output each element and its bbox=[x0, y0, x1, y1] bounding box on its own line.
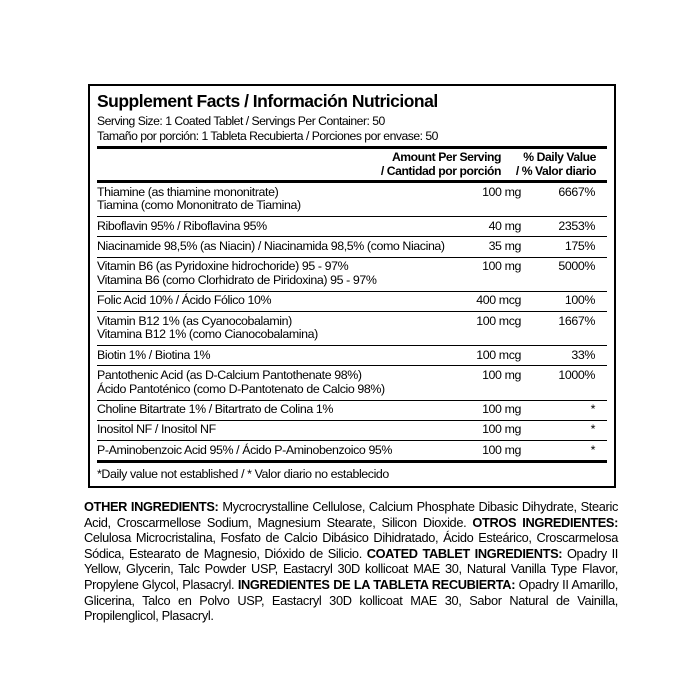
nutrient-amount: 100 mcg bbox=[476, 347, 521, 362]
nutrient-name bbox=[97, 369, 439, 397]
nutrient-name-en: Biotin 1% / Biotina 1% bbox=[97, 347, 211, 362]
column-headers bbox=[97, 149, 607, 180]
nutrient-daily-value: * bbox=[590, 422, 595, 437]
column-header-amount-en: Amount Per Serving bbox=[391, 150, 501, 164]
nutrient-name-en: Thiamine (as thiamine mononitrate) bbox=[97, 184, 279, 199]
nutrient-row-niacinamide bbox=[97, 236, 607, 256]
ingredients-paragraph bbox=[84, 499, 618, 624]
supplement-facts-table bbox=[88, 84, 616, 488]
coated-tablet-ingredients-text-en: Opadry II Yellow, Glycerin, Talc Powder USP, Eastacryl 30D kollicoat MAE 30, Natural Vanilla Type Flavor, Propylene Glycol, Plasacryl. bbox=[84, 545, 619, 592]
other-ingredients-label-es: OTROS INGREDIENTES: bbox=[472, 514, 618, 530]
nutrient-row-biotin bbox=[97, 345, 607, 365]
nutrient-name-en: Folic Acid 10% / Ácido Fólico 10% bbox=[97, 293, 272, 308]
nutrient-amount: 100 mg bbox=[482, 367, 521, 382]
nutrient-name bbox=[97, 220, 439, 234]
nutrient-amount: 100 mg bbox=[482, 402, 521, 417]
other-ingredients-text-en: Mycrocrystalline Cellulose, Calcium Phosphate Dibasic Dihydrate, Stearic Acid, Croscarmellose Sodium, Magnesium Stearate, Silicon Dioxide. bbox=[84, 498, 619, 530]
nutrient-daily-value: 175% bbox=[564, 238, 595, 253]
serving-size-line-en: Serving Size: 1 Coated Tablet / Servings Per Container: 50 bbox=[97, 114, 385, 128]
supplement-label bbox=[84, 84, 618, 624]
nutrient-name-en: Choline Bitartrate 1% / Bitartrato de Colina 1% bbox=[97, 402, 334, 417]
nutrient-name-en: P-Aminobenzoic Acid 95% / Ácido P-Aminobenzoico 95% bbox=[97, 442, 393, 457]
nutrient-row-p-aminobenzoic-acid bbox=[97, 440, 607, 460]
nutrient-row-pantothenic-acid bbox=[97, 365, 607, 399]
nutrient-daily-value: 1667% bbox=[558, 313, 595, 328]
coated-tablet-ingredients-label-en: COATED TABLET INGREDIENTS: bbox=[366, 545, 563, 561]
nutrient-row-folic-acid bbox=[97, 291, 607, 311]
coated-tablet-ingredients-label-es: INGREDIENTES DE LA TABLETA RECUBIERTA: bbox=[237, 576, 516, 592]
nutrient-amount: 40 mg bbox=[488, 218, 521, 233]
nutrient-daily-value: 33% bbox=[571, 347, 595, 362]
nutrient-name-en: Niacinamide 98,5% (as Niacin) / Niacinamida 98,5% (como Niacina) bbox=[97, 238, 445, 253]
nutrient-name bbox=[97, 349, 439, 363]
nutrient-name bbox=[97, 403, 439, 417]
nutrient-name-en: Riboflavin 95% / Riboflavina 95% bbox=[97, 218, 267, 233]
nutrient-amount: 100 mg bbox=[482, 184, 521, 199]
daily-value-footnote: *Daily value not established / * Valor diario no establecido bbox=[97, 460, 607, 486]
nutrient-daily-value: 1000% bbox=[558, 367, 595, 382]
nutrient-amount: 100 mg bbox=[482, 259, 521, 274]
nutrient-name-es: Ácido Pantoténico (como D-Pantotenato de Calcio 98%) bbox=[97, 381, 385, 396]
nutrient-name bbox=[97, 186, 439, 214]
facts-title: Supplement Facts / Información Nutricional bbox=[97, 91, 438, 111]
nutrient-row-vitamin-b12 bbox=[97, 311, 607, 345]
nutrient-name bbox=[97, 260, 439, 288]
nutrient-daily-value: 6667% bbox=[558, 184, 595, 199]
other-ingredients-text-es: Celulosa Microcristalina, Fosfato de Calcio Dibásico Dihidratado, Ácido Esteárico, Croscarmelosa Sódica, Estearato de Magnesio, Dióxido de Silicio. bbox=[84, 530, 618, 561]
serving-size-line-es: Tamaño por porción: 1 Tableta Recubierta / Porciones por envase: 50 bbox=[97, 128, 438, 143]
nutrient-daily-value: 2353% bbox=[558, 218, 595, 233]
nutrient-daily-value: 5000% bbox=[558, 259, 595, 274]
nutrient-row-thiamine bbox=[97, 183, 607, 216]
nutrient-row-inositol bbox=[97, 420, 607, 440]
nutrient-name bbox=[97, 315, 439, 343]
nutrient-name bbox=[97, 238, 445, 254]
other-ingredients-label-en: OTHER INGREDIENTS: bbox=[84, 498, 219, 514]
nutrient-amount: 100 mcg bbox=[476, 313, 521, 328]
nutrient-amount: 35 mg bbox=[488, 238, 521, 253]
nutrient-name-es: Vitamina B6 (como Clorhidrato de Piridoxina) 95 - 97% bbox=[97, 272, 377, 287]
nutrient-name-es: Vitamina B12 1% (como Cianocobalamina) bbox=[97, 327, 318, 342]
nutrient-row-riboflavin bbox=[97, 216, 607, 236]
nutrient-name-en: Inositol NF / Inositol NF bbox=[97, 422, 216, 437]
nutrient-name-es: Tiamina (como Mononitrato de Tiamina) bbox=[97, 198, 301, 213]
column-header-amount bbox=[381, 151, 501, 178]
column-header-daily-value bbox=[509, 151, 607, 178]
column-header-dv-es: / % Valor diario bbox=[515, 163, 596, 178]
nutrient-amount: 100 mg bbox=[482, 442, 521, 457]
nutrient-row-vitamin-b6 bbox=[97, 257, 607, 291]
column-header-dv-en: % Daily Value bbox=[523, 150, 596, 164]
nutrient-name-en: Vitamin B6 (as Pyridoxine hidrochoride) 95 - 97% bbox=[97, 259, 349, 274]
nutrient-rows bbox=[97, 183, 607, 460]
coated-tablet-ingredients-text-es: Opadry II Amarillo, Glicerina, Talco en Polvo USP, Eastacryl 30D kollicoat MAE 30, Sabor Natural de Vainilla, Propilenglicol, Plasacryl. bbox=[84, 576, 619, 624]
nutrient-daily-value: * bbox=[590, 442, 595, 457]
nutrient-row-choline bbox=[97, 400, 607, 420]
nutrient-name bbox=[97, 294, 439, 308]
column-header-amount-es: / Cantidad por porción bbox=[380, 163, 501, 178]
nutrient-daily-value: * bbox=[590, 402, 595, 417]
nutrient-amount: 400 mcg bbox=[476, 293, 521, 308]
nutrient-name bbox=[97, 444, 439, 458]
nutrient-daily-value: 100% bbox=[564, 293, 595, 308]
nutrient-name-en: Vitamin B12 1% (as Cyanocobalamin) bbox=[97, 313, 292, 328]
nutrient-name-en: Pantothenic Acid (as D-Calcium Pantothenate 98%) bbox=[97, 367, 362, 382]
nutrient-amount: 100 mg bbox=[482, 422, 521, 437]
nutrient-name bbox=[97, 423, 439, 437]
